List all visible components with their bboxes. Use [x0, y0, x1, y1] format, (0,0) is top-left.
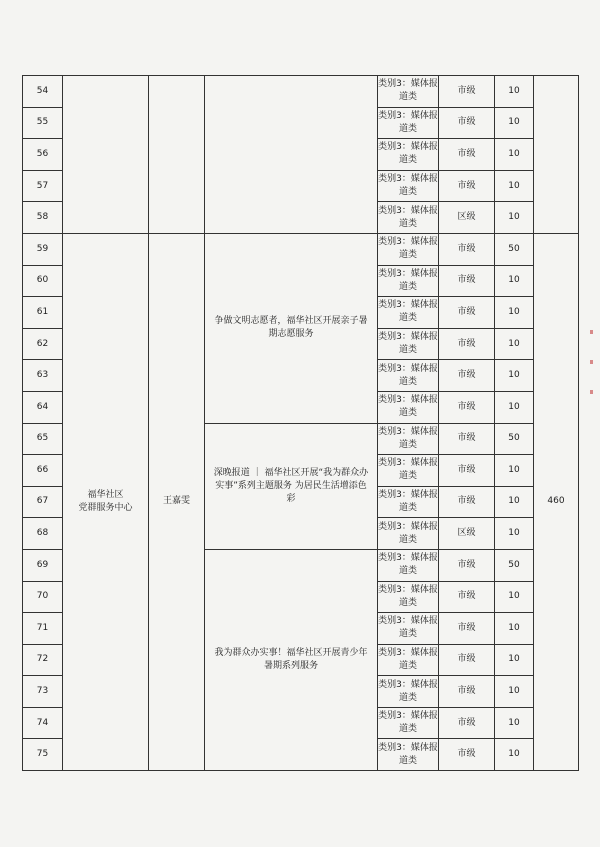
level-cell: 市级: [439, 486, 495, 518]
row-number: 64: [23, 391, 63, 423]
row-number: 61: [23, 297, 63, 329]
level-cell: 市级: [439, 107, 495, 139]
level-cell: 市级: [439, 581, 495, 613]
category-cell: 类别3：媒体报道类: [378, 549, 439, 581]
level-cell: 市级: [439, 170, 495, 202]
score-cell: 10: [495, 265, 534, 297]
row-number: 60: [23, 265, 63, 297]
score-cell: 10: [495, 107, 534, 139]
table-row: [23, 76, 579, 108]
score-cell: 10: [495, 328, 534, 360]
level-cell: 市级: [439, 455, 495, 487]
record-table-body: [23, 76, 579, 771]
activity-cell-empty: [205, 76, 378, 234]
level-cell: 市级: [439, 739, 495, 771]
level-cell: 市级: [439, 707, 495, 739]
score-cell: 10: [495, 139, 534, 171]
category-cell: 类别3：媒体报道类: [378, 739, 439, 771]
score-cell: 10: [495, 676, 534, 708]
score-cell: 10: [495, 297, 534, 329]
record-table: [22, 75, 579, 771]
category-cell: 类别3：媒体报道类: [378, 265, 439, 297]
category-cell: 类别3：媒体报道类: [378, 139, 439, 171]
row-number: 74: [23, 707, 63, 739]
row-number: 62: [23, 328, 63, 360]
row-number: 66: [23, 455, 63, 487]
row-number: 75: [23, 739, 63, 771]
level-cell: 市级: [439, 613, 495, 645]
score-cell: 10: [495, 202, 534, 234]
table-row: [23, 233, 579, 265]
score-cell: 10: [495, 360, 534, 392]
row-number: 72: [23, 644, 63, 676]
row-number: 58: [23, 202, 63, 234]
category-cell: 类别3：媒体报道类: [378, 486, 439, 518]
level-cell: 市级: [439, 328, 495, 360]
row-number: 59: [23, 233, 63, 265]
stamp-mark: [590, 330, 593, 334]
unit-name: 福华社区 党群服务中心: [63, 233, 149, 770]
unit-cell-empty: [63, 76, 149, 234]
category-cell: 类别3：媒体报道类: [378, 455, 439, 487]
score-cell: 50: [495, 423, 534, 455]
score-cell: 10: [495, 170, 534, 202]
score-cell: 10: [495, 391, 534, 423]
level-cell: 市级: [439, 423, 495, 455]
level-cell: 区级: [439, 202, 495, 234]
row-number: 57: [23, 170, 63, 202]
row-number: 71: [23, 613, 63, 645]
row-number: 68: [23, 518, 63, 550]
stamp-mark: [590, 360, 593, 364]
category-cell: 类别3：媒体报道类: [378, 360, 439, 392]
score-cell: 10: [495, 455, 534, 487]
category-cell: 类别3：媒体报道类: [378, 581, 439, 613]
category-cell: 类别3：媒体报道类: [378, 202, 439, 234]
score-cell: 10: [495, 644, 534, 676]
row-number: 70: [23, 581, 63, 613]
score-cell: 10: [495, 581, 534, 613]
category-cell: 类别3：媒体报道类: [378, 107, 439, 139]
row-number: 56: [23, 139, 63, 171]
category-cell: 类别3：媒体报道类: [378, 423, 439, 455]
activity-title: 深晚报道 ｜ 福华社区开展“我为群众办实事”系列主题服务 为居民生活增添色彩: [205, 423, 378, 549]
level-cell: 市级: [439, 233, 495, 265]
category-cell: 类别3：媒体报道类: [378, 297, 439, 329]
person-name: 王嘉雯: [149, 233, 205, 770]
row-number: 54: [23, 76, 63, 108]
score-cell: 50: [495, 549, 534, 581]
level-cell: 市级: [439, 139, 495, 171]
category-cell: 类别3：媒体报道类: [378, 644, 439, 676]
row-number: 55: [23, 107, 63, 139]
score-cell: 10: [495, 739, 534, 771]
row-number: 65: [23, 423, 63, 455]
score-cell: 10: [495, 613, 534, 645]
category-cell: 类别3：媒体报道类: [378, 328, 439, 360]
level-cell: 市级: [439, 265, 495, 297]
activity-title: 我为群众办实事！福华社区开展青少年暑期系列服务: [205, 549, 378, 770]
level-cell: 市级: [439, 391, 495, 423]
level-cell: 市级: [439, 360, 495, 392]
score-cell: 10: [495, 76, 534, 108]
person-cell-empty: [149, 76, 205, 234]
level-cell: 市级: [439, 676, 495, 708]
row-number: 73: [23, 676, 63, 708]
activity-title: 争做文明志愿者，福华社区开展亲子暑期志愿服务: [205, 233, 378, 423]
category-cell: 类别3：媒体报道类: [378, 613, 439, 645]
total-score: 460: [534, 233, 579, 770]
level-cell: 市级: [439, 297, 495, 329]
level-cell: 市级: [439, 644, 495, 676]
category-cell: 类别3：媒体报道类: [378, 76, 439, 108]
row-number: 63: [23, 360, 63, 392]
total-cell-empty: [534, 76, 579, 234]
score-cell: 10: [495, 518, 534, 550]
category-cell: 类别3：媒体报道类: [378, 233, 439, 265]
level-cell: 区级: [439, 518, 495, 550]
level-cell: 市级: [439, 549, 495, 581]
category-cell: 类别3：媒体报道类: [378, 170, 439, 202]
row-number: 69: [23, 549, 63, 581]
level-cell: 市级: [439, 76, 495, 108]
score-cell: 10: [495, 707, 534, 739]
stamp-mark: [590, 390, 593, 394]
category-cell: 类别3：媒体报道类: [378, 676, 439, 708]
category-cell: 类别3：媒体报道类: [378, 707, 439, 739]
row-number: 67: [23, 486, 63, 518]
score-cell: 50: [495, 233, 534, 265]
score-cell: 10: [495, 486, 534, 518]
stamp-edge-marks: [590, 330, 596, 420]
category-cell: 类别3：媒体报道类: [378, 518, 439, 550]
category-cell: 类别3：媒体报道类: [378, 391, 439, 423]
